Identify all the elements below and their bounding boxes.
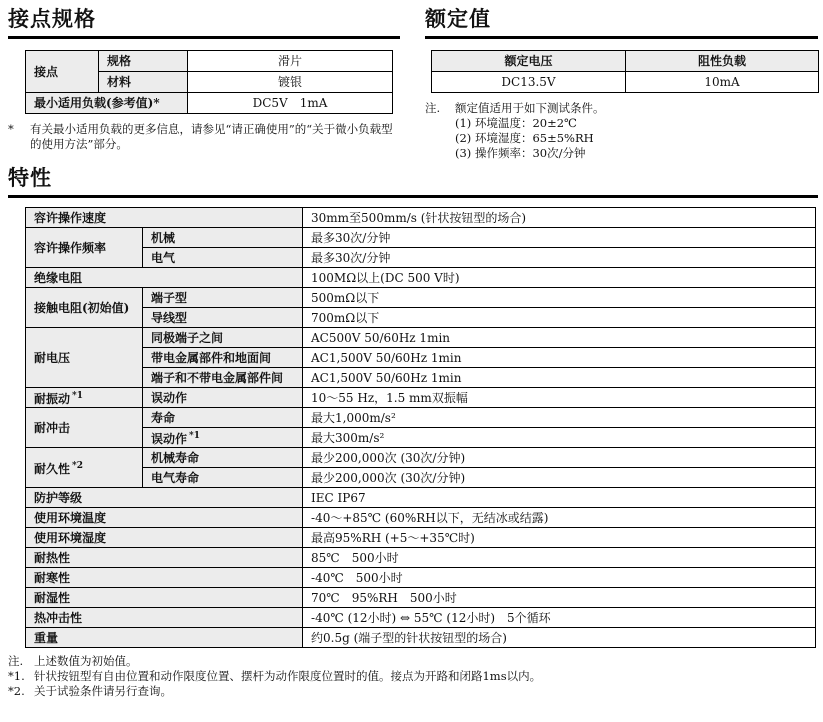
- char-label-cell: 容许操作频率: [26, 228, 143, 268]
- characteristics-table: [25, 207, 816, 648]
- char-sub-cell: 带电金属部件和地面间: [143, 348, 303, 368]
- char-row: [26, 488, 816, 508]
- char-value-cell: 最大1,000m/s²: [303, 408, 816, 428]
- char-sub-cell: 机械寿命: [143, 448, 303, 468]
- char-sub-cell: 寿命: [143, 408, 303, 428]
- char-value-cell: 100MΩ以上(DC 500 V时): [303, 268, 816, 288]
- char-label-cell: 重量: [26, 628, 303, 648]
- char-sub-cell: 同极端子之间: [143, 328, 303, 348]
- char-value-cell: 最多30次/分钟: [303, 248, 816, 268]
- note-line: [425, 116, 818, 131]
- note-line: [425, 131, 818, 146]
- char-row: [26, 468, 816, 488]
- char-row: [26, 308, 816, 328]
- rated-note: [425, 101, 818, 161]
- min-load-label-cell: 最小适用负载(参考值)*: [26, 93, 188, 114]
- char-sub-cell: 误动作 $^{*1}$: [143, 428, 303, 448]
- char-value-cell: AC500V 50/60Hz 1min: [303, 328, 816, 348]
- table-row: [26, 51, 393, 72]
- note-marker: *1.: [8, 669, 25, 683]
- footnote-ref: *1: [189, 431, 200, 441]
- char-label-cell: 热冲击性: [26, 608, 303, 628]
- footnote-ref: *1: [72, 391, 83, 401]
- char-label-cell: 耐电压: [26, 328, 143, 388]
- char-row: [26, 448, 816, 468]
- char-sub-cell: 电气: [143, 248, 303, 268]
- note-line: [8, 684, 818, 699]
- char-value-cell: 85℃ 500小时: [303, 548, 816, 568]
- char-value-cell: 500mΩ以下: [303, 288, 816, 308]
- char-sub-cell: 导线型: [143, 308, 303, 328]
- characteristics-notes: [8, 654, 818, 699]
- contact-value-cell: 镀银: [188, 72, 393, 93]
- note-item: (3) 操作频率：30次/分钟: [455, 146, 586, 160]
- char-row: [26, 248, 816, 268]
- char-sub-cell: 机械: [143, 228, 303, 248]
- char-label-cell: 容许操作速度: [26, 208, 303, 228]
- note-marker: 注.: [425, 101, 441, 115]
- characteristics-title: 特性: [8, 165, 818, 198]
- char-value-cell: 最少200,000次 (30次/分钟): [303, 468, 816, 488]
- note-line: [425, 146, 818, 161]
- rated-header-cell: 阻性负载: [626, 51, 819, 72]
- table-row: [26, 93, 393, 114]
- char-row: [26, 568, 816, 588]
- note-line: [8, 654, 818, 669]
- char-label-cell: 使用环境湿度: [26, 528, 303, 548]
- footnote-marker: *: [8, 122, 14, 136]
- char-value-cell: 最少200,000次 (30次/分钟): [303, 448, 816, 468]
- char-label-cell: 耐寒性: [26, 568, 303, 588]
- char-value-cell: AC1,500V 50/60Hz 1min: [303, 348, 816, 368]
- footnote-text: 有关最小适用负载的更多信息，请参见“请正确使用”的“关于微小负载型的使用方法”部分。: [30, 122, 393, 151]
- char-value-cell: IEC IP67: [303, 488, 816, 508]
- footnote-ref: *2: [72, 461, 83, 471]
- char-row: [26, 428, 816, 448]
- rated-values-table: [431, 50, 819, 93]
- note-marker: *2.: [8, 684, 25, 698]
- note-text: 上述数值为初始值。: [34, 654, 138, 668]
- char-sub-cell: 端子和不带电金属部件间: [143, 368, 303, 388]
- contact-footnote: [8, 122, 400, 152]
- note-item: (1) 环境温度：20±2℃: [455, 116, 577, 130]
- rated-values-title: 额定值: [425, 6, 818, 39]
- note-marker: 注.: [8, 654, 24, 668]
- char-row: [26, 588, 816, 608]
- table-row: [432, 72, 819, 93]
- char-value-cell: -40℃ (12小时) ⇔ 55℃ (12小时) 5个循环: [303, 608, 816, 628]
- char-value-cell: 约0.5g (端子型的针状按钮型的场合): [303, 628, 816, 648]
- char-row: [26, 388, 816, 408]
- char-row: [26, 528, 816, 548]
- char-value-cell: 最高95%RH (+5～+35℃时): [303, 528, 816, 548]
- char-row: [26, 408, 816, 428]
- char-label-cell: 绝缘电阻: [26, 268, 303, 288]
- char-row: [26, 548, 816, 568]
- note-item: (2) 环境湿度：65±5%RH: [455, 131, 594, 145]
- char-sub-cell: 误动作: [143, 388, 303, 408]
- rated-values-section: [425, 6, 818, 161]
- char-value-cell: 30mm至500mm/s (针状按钮型的场合): [303, 208, 816, 228]
- char-value-cell: -40～+85℃ (60%RH以下，无结冰或结露): [303, 508, 816, 528]
- top-row: [0, 0, 823, 161]
- char-row: [26, 368, 816, 388]
- contact-group-label-cell: 接点: [26, 51, 99, 93]
- char-value-cell: 70℃ 95%RH 500小时: [303, 588, 816, 608]
- char-row: [26, 228, 816, 248]
- char-row: [26, 348, 816, 368]
- characteristics-section: [8, 165, 818, 699]
- contact-spec-table: [25, 50, 393, 114]
- char-label-cell: 使用环境温度: [26, 508, 303, 528]
- table-header-row: [432, 51, 819, 72]
- char-value-cell: 最大300m/s²: [303, 428, 816, 448]
- contact-value-cell: 滑片: [188, 51, 393, 72]
- footnote-line: [8, 122, 400, 152]
- note-line: [8, 669, 818, 684]
- char-row: [26, 508, 816, 528]
- char-value-cell: 最多30次/分钟: [303, 228, 816, 248]
- char-row: [26, 328, 816, 348]
- char-sub-cell: 端子型: [143, 288, 303, 308]
- char-label-cell: 接触电阻(初始值): [26, 288, 143, 328]
- rated-value-cell: 10mA: [626, 72, 819, 93]
- note-text: 针状按钮型有自由位置和动作限度位置、摆杆为动作限度位置时的值。接点为开路和闭路1ms以内。: [34, 669, 542, 683]
- note-line: [425, 101, 818, 116]
- char-label-cell: 耐冲击: [26, 408, 143, 448]
- contact-sub-label-cell: 规格: [99, 51, 188, 72]
- min-load-value-cell: DC5V 1mA: [188, 93, 393, 114]
- char-value-cell: AC1,500V 50/60Hz 1min: [303, 368, 816, 388]
- rated-header-cell: 额定电压: [432, 51, 626, 72]
- char-label-cell: 耐热性: [26, 548, 303, 568]
- char-label-cell: 耐振动 $^{*1}$: [26, 388, 143, 408]
- contact-spec-section: [8, 6, 400, 161]
- char-value-cell: 700mΩ以下: [303, 308, 816, 328]
- char-row: [26, 608, 816, 628]
- char-value-cell: 10～55 Hz，1.5 mm双振幅: [303, 388, 816, 408]
- char-row: [26, 628, 816, 648]
- char-sub-cell: 电气寿命: [143, 468, 303, 488]
- rated-value-cell: DC13.5V: [432, 72, 626, 93]
- char-value-cell: -40℃ 500小时: [303, 568, 816, 588]
- char-label-cell: 防护等级: [26, 488, 303, 508]
- char-label-cell: 耐湿性: [26, 588, 303, 608]
- note-intro: 额定值适用于如下测试条件。: [455, 101, 605, 115]
- contact-sub-label-cell: 材料: [99, 72, 188, 93]
- note-text: 关于试验条件请另行查询。: [34, 684, 172, 698]
- char-row: [26, 288, 816, 308]
- char-label-cell: 耐久性 $^{*2}$: [26, 448, 143, 488]
- char-row: [26, 268, 816, 288]
- char-row: [26, 208, 816, 228]
- contact-spec-title: 接点规格: [8, 6, 400, 39]
